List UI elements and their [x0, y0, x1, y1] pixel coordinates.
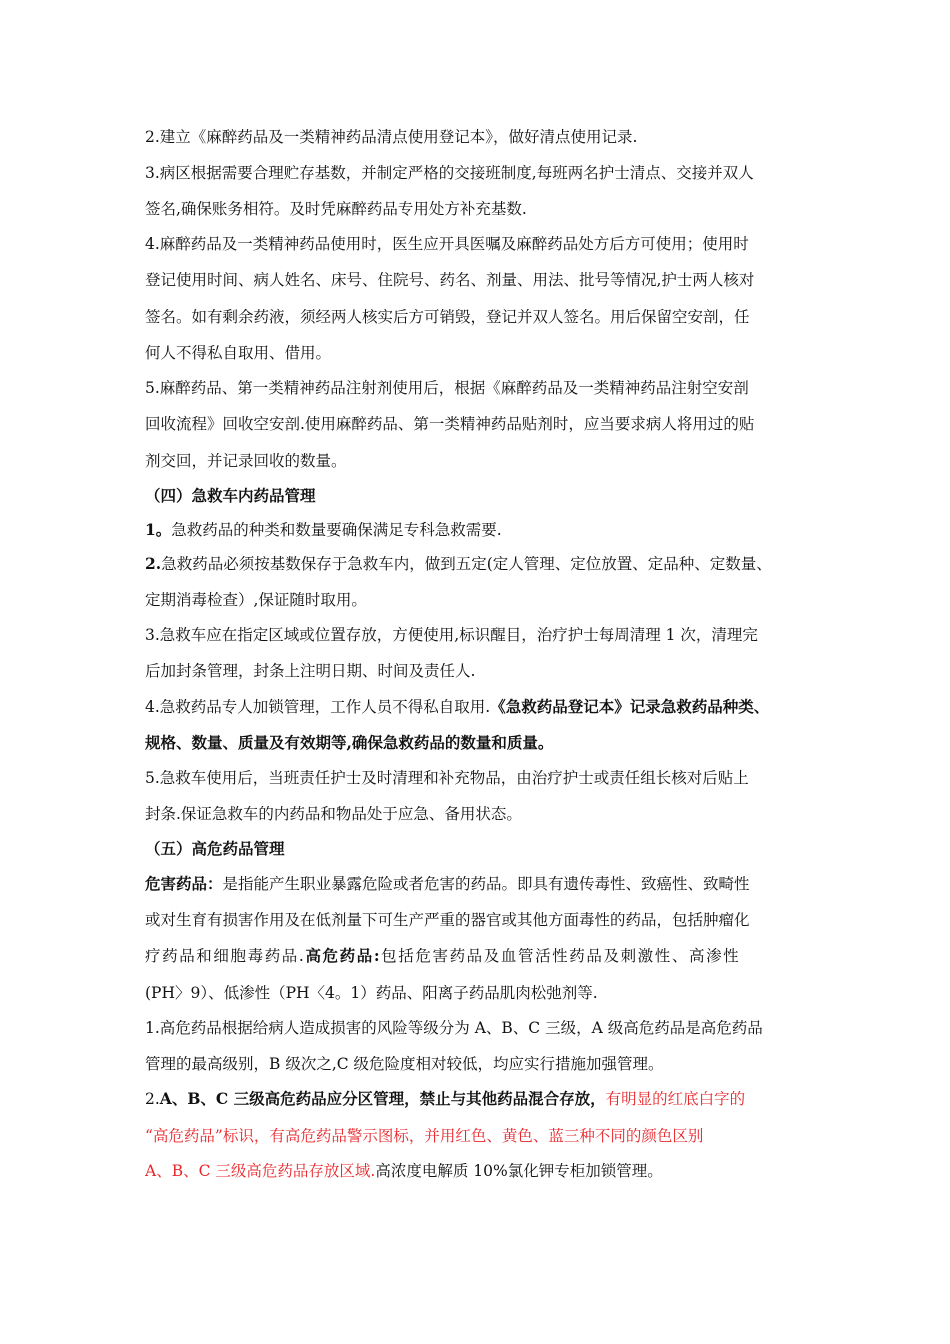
item-text: 包括危害药品及血管活性药品及刺激性、高渗性: [381, 947, 741, 965]
paragraph-line: 或对生育有损害作用及在低剂量下可生产严重的器官或其他方面毒性的药品，包括肿瘤化: [145, 911, 750, 929]
term-label: 危害药品：: [145, 874, 223, 893]
paragraph-line: (PH〉9）、低渗性（PH〈4。1）药品、阳离子药品肌肉松弛剂等.: [145, 984, 598, 1002]
paragraph-line: 后加封条管理，封条上注明日期、时间及责任人.: [145, 662, 476, 680]
paragraph-line: 1.高危药品根据给病人造成损害的风险等级分为 A、B、C 三级，A 级高危药品是高危药品: [145, 1019, 763, 1037]
item-text: 高浓度电解质 10%氯化钾专柜加锁管理。: [375, 1162, 663, 1180]
item-number: 2.: [145, 1090, 160, 1108]
paragraph-line: 5.急救车使用后，当班责任护士及时清理和补充物品，由治疗护士或责任组长核对后贴上: [145, 769, 749, 787]
section-heading-emergency-cart: （四）急救车内药品管理: [145, 486, 316, 505]
item-text: 是指能产生职业暴露危险或者危害的药品。即具有遗传毒性、致癌性、致畸性: [222, 875, 750, 893]
paragraph-line: [145, 1088, 815, 1110]
paragraph-line: 封条.保证急救车的内药品和物品处于应急、备用状态。: [145, 805, 522, 823]
item-text: 4.急救药品专人加锁管理，工作人员不得私自取用.: [145, 698, 491, 716]
paragraph-line: 定期消毒检查）,保证随时取用。: [145, 591, 367, 609]
paragraph-line: 管理的最高级别，B 级次之,C 级危险度相对较低，均应实行措施加强管理。: [145, 1055, 664, 1073]
item-text: 急救药品必须按基数保存于急救车内，做到五定(定人管理、定位放置、定品种、定数量、: [161, 555, 772, 573]
paragraph-line: 签名。如有剩余药液，须经两人核实后方可销毁，登记并双人签名。用后保留空安剖，任: [145, 308, 750, 326]
paragraph-line-red: “高危药品”标识，有高危药品警示图标，并用红色、黄色、蓝三种不同的颜色区别: [145, 1127, 704, 1145]
paragraph-line: 5.麻醉药品、第一类精神药品注射剂使用后，根据《麻醉药品及一类精神药品注射空安剖: [145, 379, 749, 397]
paragraph-line: 何人不得私自取用、借用。: [145, 344, 332, 362]
item-text-red: A、B、C 三级高危药品存放区域.: [145, 1162, 376, 1180]
paragraph-line: 3.急救车应在指定区域或位置存放，方便使用,标识醒目，治疗护士每周清理 1 次，清理完: [145, 626, 758, 644]
term-label: 高危药品:: [305, 946, 382, 965]
item-number: 2.: [145, 554, 162, 573]
paragraph-line: [145, 553, 815, 575]
item-text-bold: A、B、C 三级高危药品应分区管理，禁止与其他药品混合存放，: [159, 1089, 606, 1108]
paragraph-line: 2.建立《麻醉药品及一类精神药品清点使用登记本》，做好清点使用记录.: [145, 128, 638, 146]
paragraph-line: [145, 945, 815, 967]
item-text-bold: 《急救药品登记本》记录急救药品种类、: [490, 697, 770, 716]
item-text: 急救药品的种类和数量要确保满足专科急救需要.: [171, 521, 502, 539]
paragraph-line: 登记使用时间、病人姓名、床号、住院号、药名、剂量、用法、批号等情况,护士两人核对: [145, 271, 755, 289]
paragraph-line: [145, 696, 815, 718]
paragraph-line: 签名,确保账务相符。及时凭麻醉药品专用处方补充基数.: [145, 200, 527, 218]
paragraph-line: 4.麻醉药品及一类精神药品使用时，医生应开具医嘱及麻醉药品处方后方可使用；使用时: [145, 235, 749, 253]
item-text: 疗药品和细胞毒药品.: [145, 947, 306, 965]
paragraph-line: 回收流程》回收空安剖.使用麻醉药品、第一类精神药品贴剂时，应当要求病人将用过的贴: [145, 415, 755, 433]
paragraph-line: 3.病区根据需要合理贮存基数，并制定严格的交接班制度,每班两名护士清点、交接并双人: [145, 164, 754, 182]
paragraph-line: [145, 1160, 815, 1182]
section-heading-high-risk-drugs: （五）高危药品管理: [145, 839, 285, 858]
paragraph-line: [145, 519, 815, 541]
paragraph-line: [145, 873, 815, 895]
paragraph-line: 规格、数量、质量及有效期等,确保急救药品的数量和质量。: [145, 733, 554, 752]
paragraph-line: 剂交回，并记录回收的数量。: [145, 452, 347, 470]
item-text-red: 有明显的红底白字的: [605, 1090, 746, 1108]
item-number: 1。: [145, 520, 172, 539]
